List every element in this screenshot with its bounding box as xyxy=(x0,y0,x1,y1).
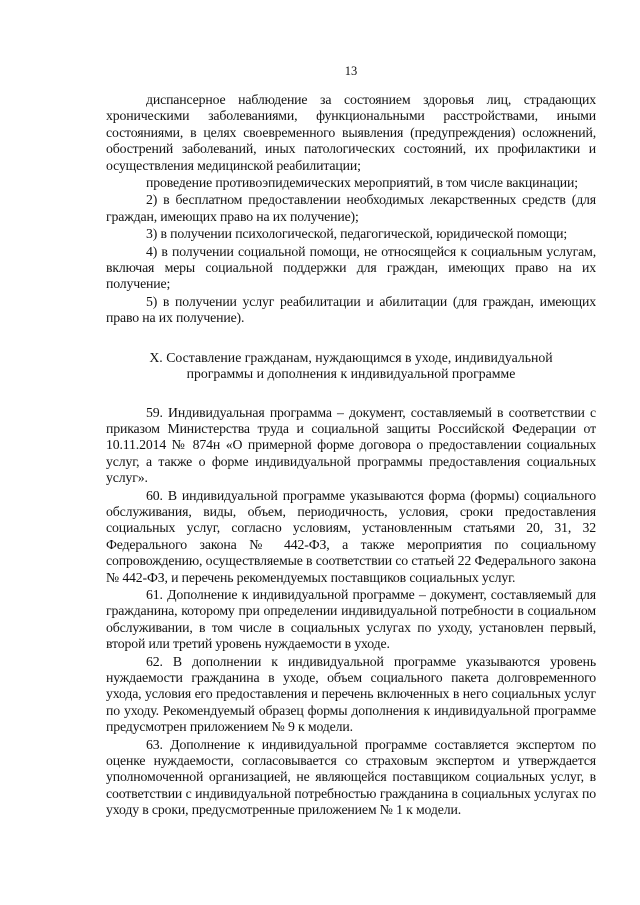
paragraph-dispensary-observation: диспансерное наблюдение за состоянием здоровья лиц, страдающих хроническими заболеваниями, функциональными расстройствами, иными состояниями, в целях своевременного выявления (предупреждения) осложнений, обострений заболеваний, иных патологических состояний, их профилактики и осуществления медицинской реабилитации; xyxy=(106,92,596,173)
section-heading-line-1: X. Составление гражданам, нуждающимся в уходе, индивидуальной xyxy=(149,349,553,365)
paragraph-59: 59. Индивидуальная программа – документ, составляемый в соответствии с приказом Министерства труда и социальной защиты Российской Федерации от 10.11.2014 № 874н «О примерной форме договора о предоставлении социальных услуг, а также о форме индивидуальной программы предоставления социальных услуг». xyxy=(106,404,596,486)
paragraph-62: 62. В дополнении к индивидуальной программе указываются уровень нуждаемости гражданина в уходе, объем социального пакета долговременного ухода, условия его предоставления и перечень включенных в него социальных услуг по уходу. Рекомендуемый образец формы дополнения к индивидуальной программе предусмотрен приложением № 9 к модели. xyxy=(106,653,596,735)
section-heading-line-2: программы и дополнения к индивидуальной программе xyxy=(186,366,516,382)
paragraph-61: 61. Дополнение к индивидуальной программе – документ, составляемый для гражданина, которому при определении индивидуальной потребности в социальном обслуживании, в том числе в социальных услугах по уходу, установлен первый, второй или третий уровень нуждаемости в уходе. xyxy=(106,586,596,652)
document-body xyxy=(106,92,596,819)
paragraph-item-5: 5) в получении услуг реабилитации и абилитации (для граждан, имеющих право на их получение). xyxy=(106,293,596,326)
page-number: 13 xyxy=(344,64,358,78)
section-heading xyxy=(106,350,596,383)
paragraph-60: 60. В индивидуальной программе указываются форма (формы) социального обслуживания, виды, объем, периодичность, условия, сроки предоставления социальных услуг, согласно условиям, установленным статьями 20, 31, 32 Федерального закона № 442-ФЗ, а также мероприятия по социальному сопровождению, осуществляемые в соответствии со статьей 22 Федерального закона № 442-ФЗ, и перечень рекомендуемых поставщиков социальных услуг. xyxy=(106,487,596,585)
paragraph-item-2: 2) в бесплатном предоставлении необходимых лекарственных средств (для граждан, имеющих право на их получение); xyxy=(106,192,596,224)
paragraph-item-4: 4) в получении социальной помощи, не относящейся к социальным услугам, включая меры социальной поддержки для граждан, имеющих право на их получение; xyxy=(106,243,596,292)
paragraph-63: 63. Дополнение к индивидуальной программе составляется экспертом по оценке нуждаемости, согласовывается со страховым экспертом и утверждается уполномоченной организацией, не являющейся поставщиком социальных услуг, в соответствии с индивидуальной потребностью гражданина в социальных услугах по уходу в сроки, предусмотренные приложением № 1 к модели. xyxy=(106,736,596,818)
paragraph-item-3: 3) в получении психологической, педагогической, юридической помощи; xyxy=(146,226,568,242)
paragraph-antiepidemic-measures: проведение противоэпидемических мероприятий, в том числе вакцинации; xyxy=(146,175,578,191)
